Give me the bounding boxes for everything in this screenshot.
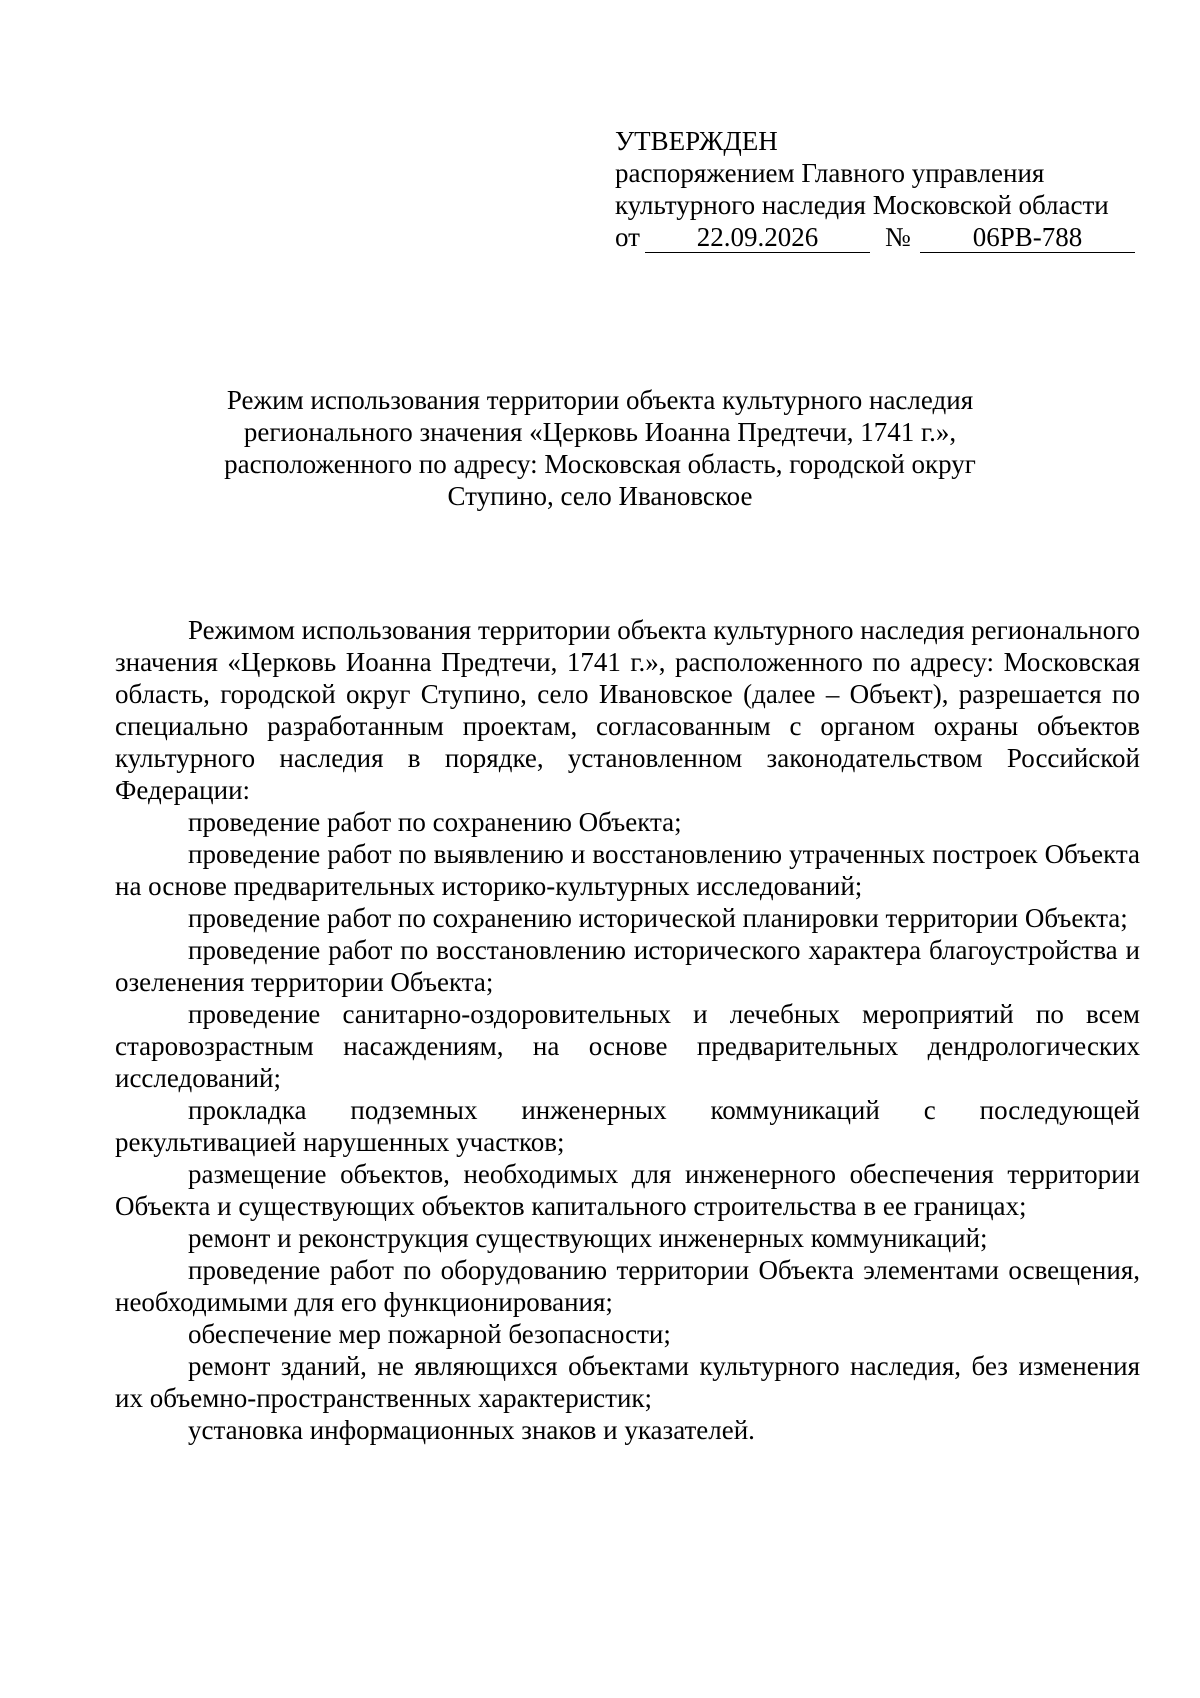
list-item: размещение объектов, необходимых для инженерного обеспечения территории Объекта и существующих объектов капитального строительства в ее границах;: [115, 1159, 1140, 1221]
list-item: проведение работ по восстановлению исторического характера благоустройства и озеленения территории Объекта;: [115, 935, 1140, 997]
document-title: [100, 384, 1100, 512]
title-line: Ступино, село Ивановское: [447, 481, 753, 511]
list-item: проведение работ по оборудованию территории Объекта элементами освещения, необходимыми для его функционирования;: [115, 1255, 1140, 1317]
list-item: установка информационных знаков и указателей.: [188, 1415, 755, 1445]
approval-date-line: [615, 221, 1135, 255]
title-line: Режим использования территории объекта культурного наследия: [226, 385, 974, 415]
approval-line-2: культурного наследия Московской области: [615, 190, 1109, 220]
title-line: регионального значения «Церковь Иоанна Предтечи, 1741 г.»,: [243, 417, 957, 447]
list-item: ремонт и реконструкция существующих инженерных коммуникаций;: [188, 1223, 988, 1253]
approval-number: 06РВ-788: [920, 221, 1135, 253]
approval-heading: УТВЕРЖДЕН: [615, 126, 778, 156]
number-sign: №: [885, 222, 911, 252]
list-item: прокладка подземных инженерных коммуникаций с последующей рекультивацией нарушенных участков;: [115, 1095, 1140, 1157]
list-item: обеспечение мер пожарной безопасности;: [188, 1319, 671, 1349]
list-item: проведение работ по сохранению исторической планировки территории Объекта;: [188, 903, 1128, 933]
list-item: проведение работ по выявлению и восстановлению утраченных построек Объекта на основе предварительных историко-культурных исследований;: [115, 839, 1140, 901]
title-line: расположенного по адресу: Московская область, городской округ: [224, 449, 976, 479]
approval-stamp-block: [615, 125, 1135, 255]
approval-line-1: распоряжением Главного управления: [615, 158, 1045, 188]
intro-paragraph: Режимом использования территории объекта культурного наследия регионального значения «Церковь Иоанна Предтечи, 1741 г.», расположенного по адресу: Московская область, городской округ Ступино, село Ивановское (далее – Объект), разрешается по специально разработанным проектам, согласованным с органом охраны объектов культурного наследия в порядке, установленном законодательством Российской Федерации:: [115, 615, 1140, 805]
list-item: ремонт зданий, не являющихся объектами культурного наследия, без изменения их объемно-пространственных характеристик;: [115, 1351, 1140, 1413]
document-body: [115, 614, 1140, 1446]
list-item: проведение работ по сохранению Объекта;: [188, 807, 682, 837]
approval-date: 22.09.2026: [645, 221, 870, 253]
list-item: проведение санитарно-оздоровительных и лечебных мероприятий по всем старовозрастным насаждениям, на основе предварительных дендрологических исследований;: [115, 999, 1140, 1093]
date-prefix: от: [615, 222, 640, 252]
